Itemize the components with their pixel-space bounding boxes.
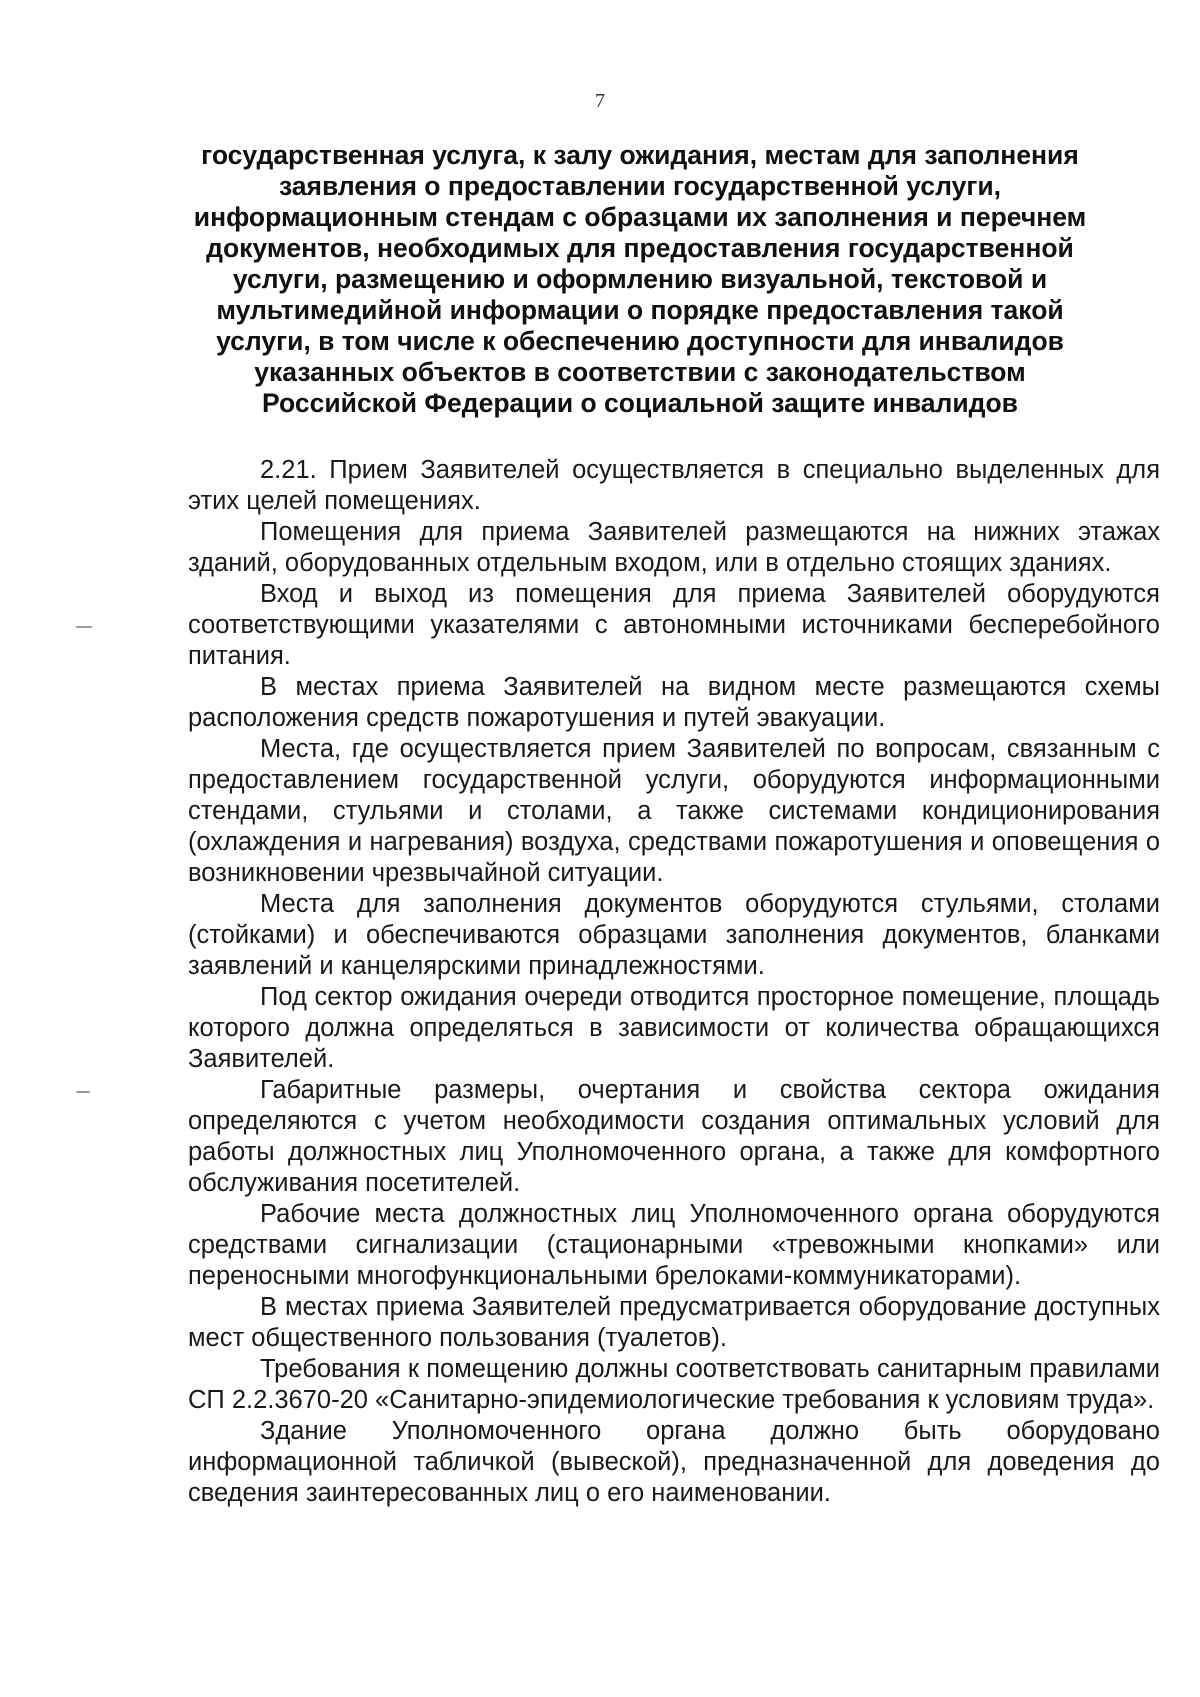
heading-line: информационным стендам с образцами их заполнения и перечнем xyxy=(193,202,1087,232)
paragraph-workplaces-alarm: Рабочие места должностных лиц Уполномоченного органа оборудуются средствами сигнализации (стационарными «тревожными кнопками» или переносными многофункциональными брелоками-коммуникаторами). xyxy=(188,1200,1160,1290)
paragraph-filling-places: Места для заполнения документов оборудуются стульями, столами (стойками) и обеспечиваются образцами заполнения документов, бланками заявлений и канцелярскими принадлежностями. xyxy=(188,890,1160,980)
heading-line: услуги, размещению и оформлению визуальной, текстовой и xyxy=(232,264,1048,294)
heading-line: указанных объектов в соответствии с законодательством xyxy=(254,357,1026,387)
paragraph-entrance-exit: Вход и выход из помещения для приема Заявителей оборудуются соответствующими указателями с автономными источниками бесперебойного питания. xyxy=(188,580,1160,670)
page-number: 7 xyxy=(595,90,605,112)
document-body xyxy=(188,455,1160,1509)
paragraph-evacuation-schemes: В местах приема Заявителей на видном месте размещаются схемы расположения средств пожаротушения и путей эвакуации. xyxy=(188,673,1160,732)
scan-mark xyxy=(76,626,92,628)
paragraph-waiting-dimensions: Габаритные размеры, очертания и свойства сектора ожидания определяются с учетом необходимости создания оптимальных условий для работы должностных лиц Уполномоченного органа, а также для комфортного обслуживания посетителей. xyxy=(188,1076,1160,1197)
heading-line: заявления о предоставлении государственной услуги, xyxy=(278,171,1002,201)
paragraph-reception-equipment: Места, где осуществляется прием Заявителей по вопросам, связанным с предоставлением государственной услуги, оборудуются информационными стендами, стульями и столами, а также системами кондиционирования (охлаждения и нагревания) воздуха, средствами пожаротушения и оповещения о возникновении чрезвычайной ситуации. xyxy=(188,735,1160,887)
scan-mark xyxy=(76,1091,90,1093)
section-heading xyxy=(175,140,1105,419)
heading-line: документов, необходимых для предоставления государственной xyxy=(206,233,1074,263)
paragraph-sanitary-rules: Требования к помещению должны соответствовать санитарным правилами СП 2.2.3670-20 «Санитарно-эпидемиологические требования к условиям труда». xyxy=(188,1355,1160,1414)
heading-line: государственная услуга, к залу ожидания, местам для заполнения xyxy=(201,140,1079,170)
heading-line: мультимедийной информации о порядке предоставления такой xyxy=(216,295,1064,325)
paragraph-waiting-sector: Под сектор ожидания очереди отводится просторное помещение, площадь которого должна определяться в зависимости от количества обращающихся Заявителей. xyxy=(188,983,1160,1073)
paragraph-signboard: Здание Уполномоченного органа должно быть оборудовано информационной табличкой (вывеской), предназначенной для доведения до сведения заинтересованных лиц о его наименовании. xyxy=(188,1417,1160,1507)
heading-line: услуги, в том числе к обеспечению доступности для инвалидов xyxy=(216,326,1064,356)
paragraph-premises-location: Помещения для приема Заявителей размещаются на нижних этажах зданий, оборудованных отдельным входом, или в отдельно стоящих зданиях. xyxy=(188,518,1160,577)
heading-line: Российской Федерации о социальной защите инвалидов xyxy=(262,388,1018,418)
paragraph-restrooms: В местах приема Заявителей предусматривается оборудование доступных мест общественного пользования (туалетов). xyxy=(188,1293,1160,1352)
paragraph-2-21: 2.21. Прием Заявителей осуществляется в специально выделенных для этих целей помещениях. xyxy=(188,456,1160,515)
